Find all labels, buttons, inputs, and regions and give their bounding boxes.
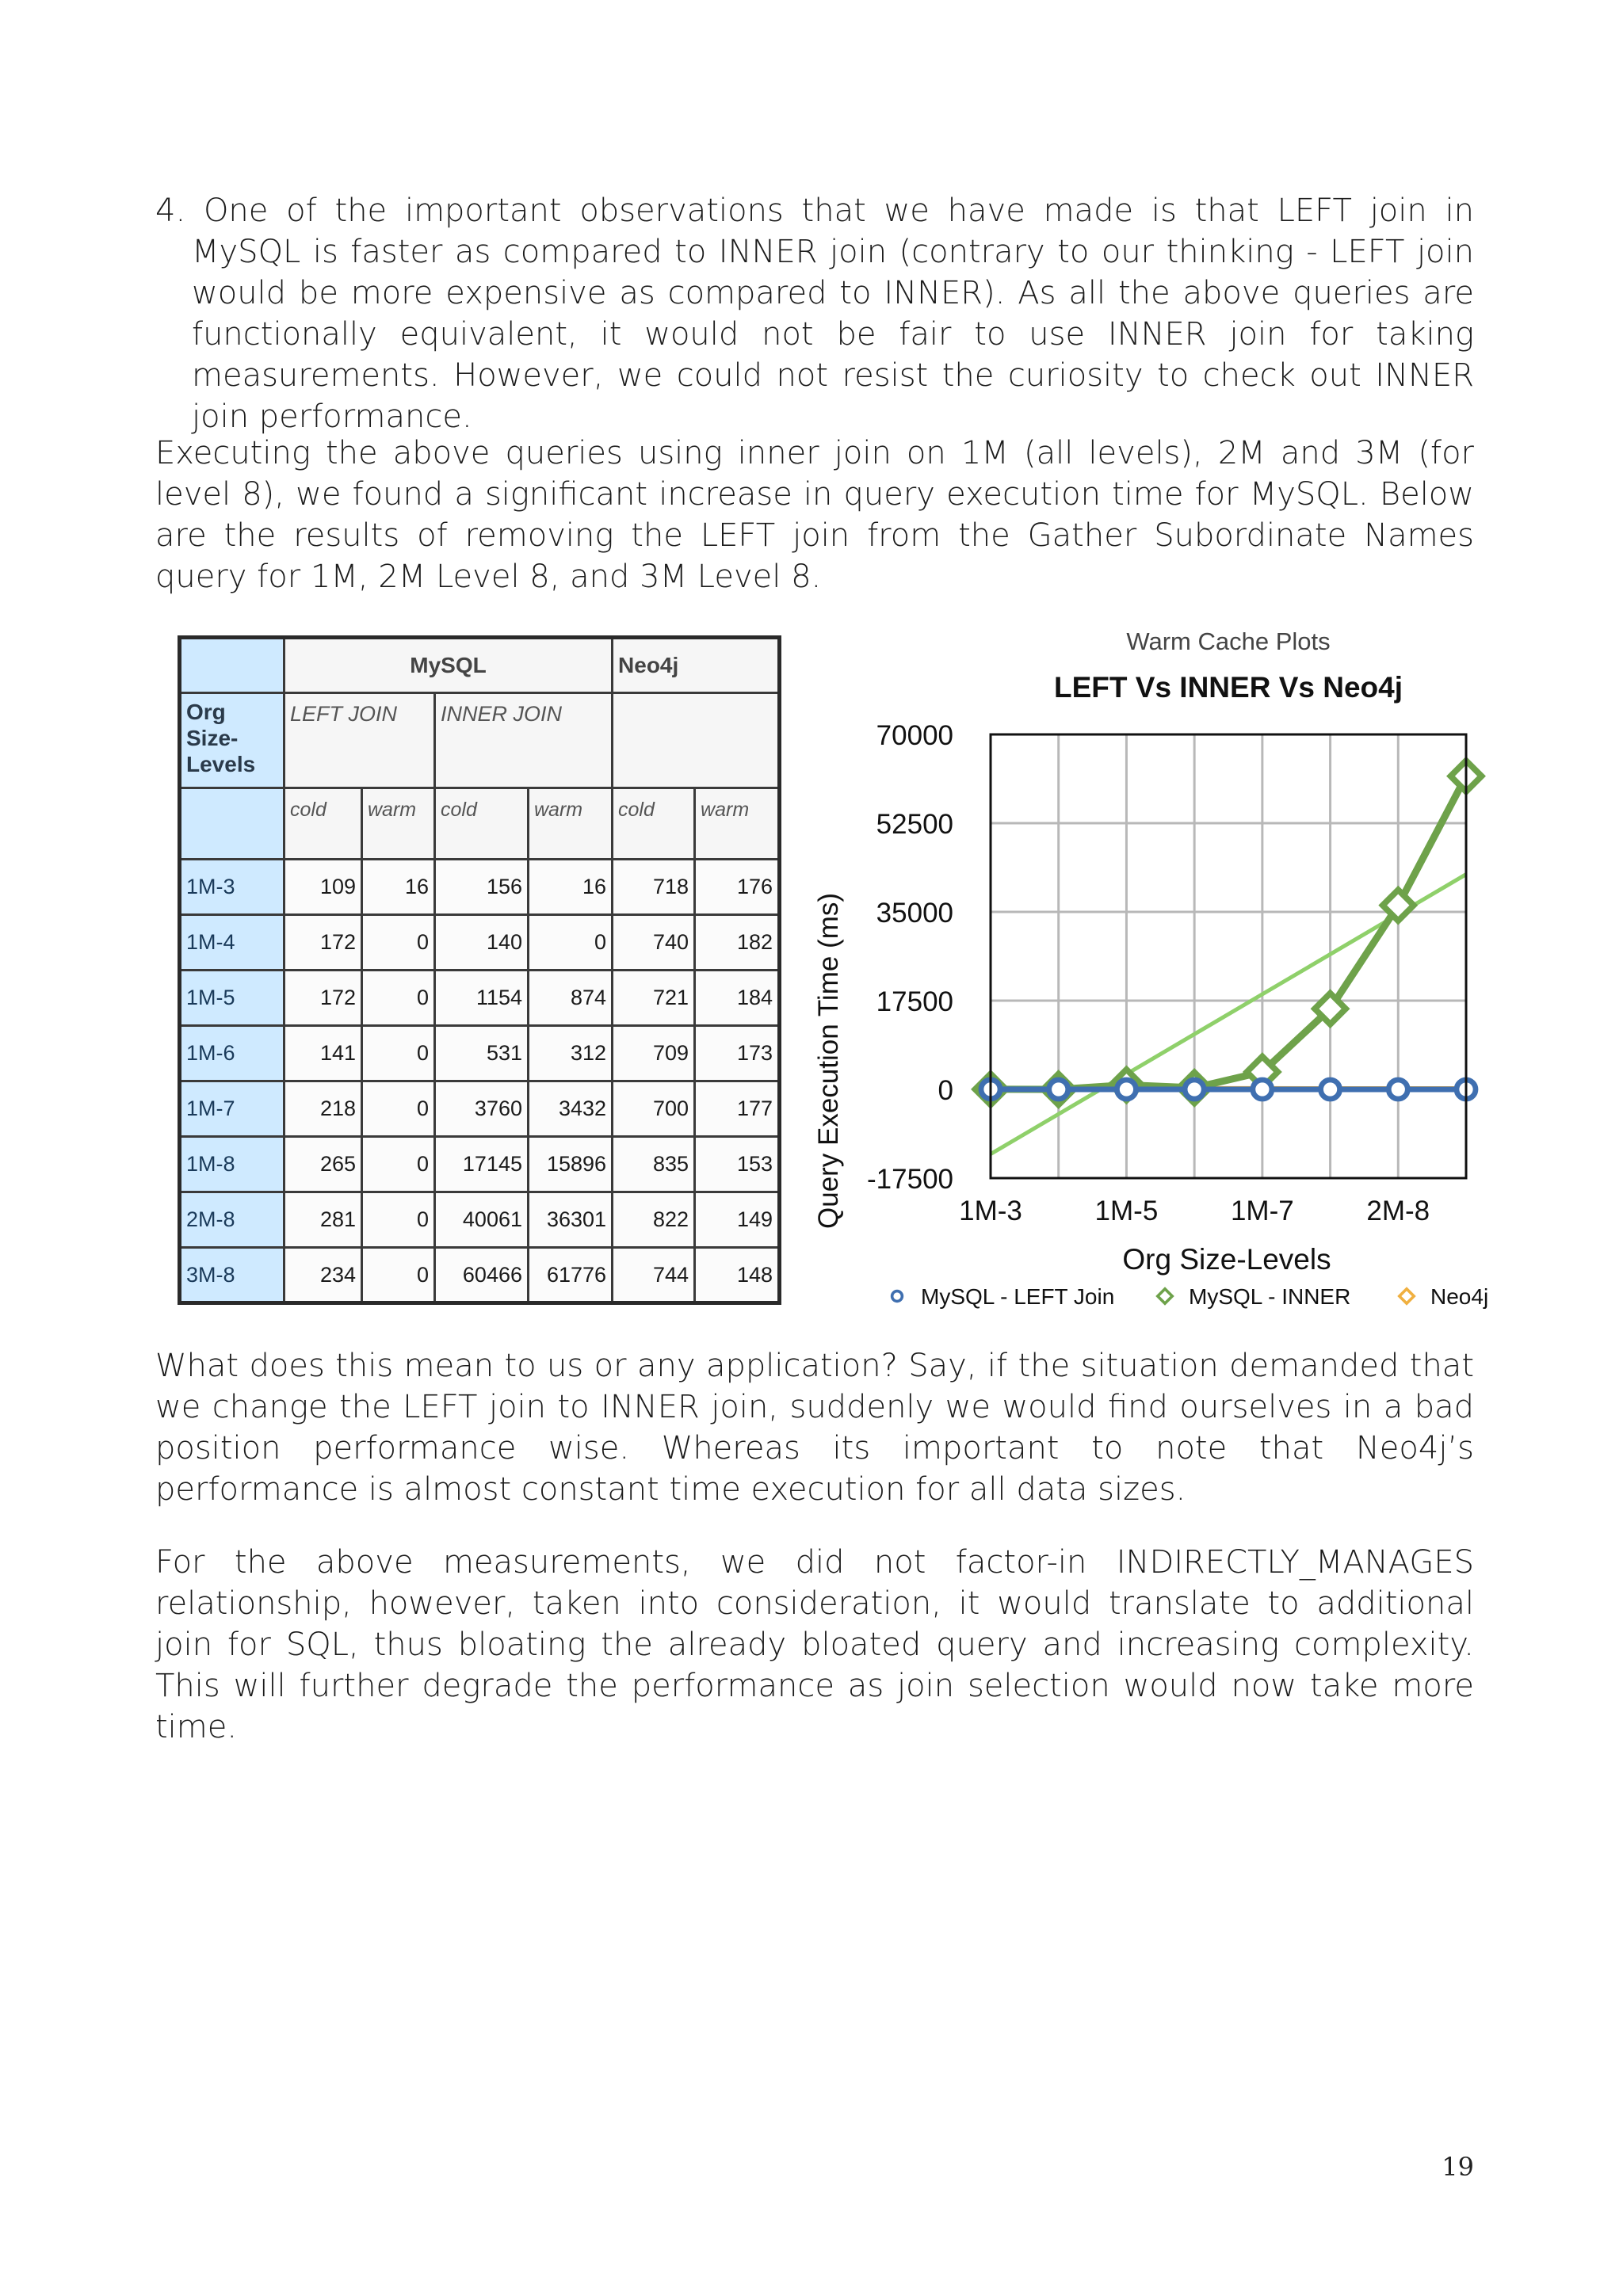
page-number: 19	[1442, 2152, 1474, 2182]
table-cell: 153	[695, 1137, 780, 1192]
table-cell: 721	[613, 971, 695, 1026]
chart-supertitle: Warm Cache Plots	[1126, 627, 1331, 655]
table-cell: 15896	[529, 1137, 613, 1192]
table-row	[180, 1248, 780, 1303]
table-cell: 709	[613, 1026, 695, 1081]
table-cell: 141	[285, 1026, 362, 1081]
table-cell: 3760	[435, 1081, 529, 1137]
table-cell: 184	[695, 971, 780, 1026]
table-cell: 176	[695, 860, 780, 915]
inner-join-header: INNER JOIN	[435, 693, 613, 788]
table-cell: 36301	[529, 1192, 613, 1248]
data-point	[1321, 1080, 1340, 1099]
x-tick-label: 2M-8	[1366, 1196, 1430, 1226]
table-cell: 0	[362, 915, 435, 971]
legend-label: Neo4j	[1430, 1284, 1489, 1309]
data-point	[1388, 1080, 1407, 1099]
row-label: 1M-4	[180, 915, 285, 971]
table-cell: 149	[695, 1192, 780, 1248]
table-cell: 173	[695, 1026, 780, 1081]
y-tick-label: 17500	[876, 986, 953, 1017]
table-cell: 740	[613, 915, 695, 971]
chart-title: LEFT Vs INNER Vs Neo4j	[1054, 671, 1403, 704]
table-cell: 718	[613, 860, 695, 915]
y-tick-label: 52500	[876, 809, 953, 840]
table-cell: 1154	[435, 971, 529, 1026]
row-label: 1M-7	[180, 1081, 285, 1137]
row-label: 1M-5	[180, 971, 285, 1026]
org-size-levels-header: Org Size-Levels	[180, 693, 285, 788]
table-row	[180, 915, 780, 971]
row-label: 3M-8	[180, 1248, 285, 1303]
row-label: 1M-3	[180, 860, 285, 915]
col-header: cold	[613, 788, 695, 860]
row-label: 1M-8	[180, 1137, 285, 1192]
table-cell: 835	[613, 1137, 695, 1192]
y-tick-label: 35000	[876, 898, 953, 929]
col-header: warm	[695, 788, 780, 860]
chart-y-axis-label: Query Execution Time (ms)	[813, 893, 844, 1229]
table-cell: 281	[285, 1192, 362, 1248]
paragraph-inner-join-results: Executing the above queries using inner join on 1M (all levels), 2M and 3M (for level 8), we found a significant increase in query execution time for MySQL. Below are the results of removing the LEFT join from the Gather Subordinate Names query for 1M, 2M Level 8, and 3M Level 8.	[155, 435, 1474, 595]
table-cell: 156	[435, 860, 529, 915]
table-cell: 17145	[435, 1137, 529, 1192]
plot-series	[975, 761, 1481, 1154]
table-cell: 0	[362, 1192, 435, 1248]
table-cell: 140	[435, 915, 529, 971]
data-point	[1117, 1080, 1136, 1099]
table-cell: 265	[285, 1137, 362, 1192]
table-cell: 40061	[435, 1192, 529, 1248]
results-table	[178, 635, 781, 1305]
paragraph-indirectly-manages: For the above measurements, we did not factor-in INDIRECTLY_MANAGES relationship, however, taken into consideration, it would translate to additional join for SQL, thus bloating the already bloated query and increasing complexity. This will further degrade the performance as join selection would now take more time.	[155, 1544, 1474, 1745]
table-row	[180, 971, 780, 1026]
table-cell: 177	[695, 1081, 780, 1137]
table-cell: 182	[695, 915, 780, 971]
legend-marker	[892, 1291, 903, 1302]
x-tick-label: 1M-5	[1094, 1196, 1159, 1226]
table-row	[180, 1137, 780, 1192]
table-row	[180, 860, 780, 915]
y-tick-label: -17500	[867, 1164, 953, 1195]
chart-x-axis-label: Org Size-Levels	[1122, 1243, 1331, 1276]
plot-ticks	[867, 720, 1430, 1226]
table-cell: 0	[362, 1026, 435, 1081]
table-cell: 60466	[435, 1248, 529, 1303]
neo4j-group-header: Neo4j	[613, 638, 780, 693]
table-cell: 822	[613, 1192, 695, 1248]
table-cell: 0	[362, 1248, 435, 1303]
legend-marker	[1400, 1289, 1414, 1303]
chart-legend	[892, 1284, 1489, 1309]
legend-label: MySQL - INNER	[1189, 1284, 1351, 1309]
y-tick-label: 70000	[876, 720, 953, 751]
table-cell: 234	[285, 1248, 362, 1303]
table-cell: 531	[435, 1026, 529, 1081]
row-label: 2M-8	[180, 1192, 285, 1248]
table-cell: 16	[529, 860, 613, 915]
table-cell: 0	[529, 915, 613, 971]
corner-cell	[180, 638, 285, 693]
data-point	[1253, 1080, 1272, 1099]
data-point	[1049, 1080, 1068, 1099]
col-header: cold	[285, 788, 362, 860]
table-cell: 172	[285, 971, 362, 1026]
col-header: cold	[435, 788, 529, 860]
left-join-header: LEFT JOIN	[285, 693, 435, 788]
row-label: 1M-6	[180, 1026, 285, 1081]
table-cell: 744	[613, 1248, 695, 1303]
x-tick-label: 1M-3	[959, 1196, 1022, 1226]
col-header: warm	[529, 788, 613, 860]
warm-cache-chart	[792, 618, 1506, 1331]
table-cell: 218	[285, 1081, 362, 1137]
table-cell: 0	[362, 1137, 435, 1192]
neo4j-subheader-empty	[613, 693, 780, 788]
paragraph-application-impact: What does this mean to us or any application? Say, if the situation demanded that we change the LEFT join to INNER join, suddenly we would find ourselves in a bad position performance wise. Whereas its important to note that Neo4j’s performance is almost constant time execution for all data sizes.	[155, 1348, 1474, 1508]
table-cell: 172	[285, 915, 362, 971]
table-cell: 874	[529, 971, 613, 1026]
table-cell: 16	[362, 860, 435, 915]
table-row	[180, 1081, 780, 1137]
table-cell: 312	[529, 1026, 613, 1081]
table-row	[180, 1192, 780, 1248]
table-cell: 0	[362, 1081, 435, 1137]
table-row	[180, 1026, 780, 1081]
legend-marker	[1158, 1289, 1172, 1303]
table-cell: 700	[613, 1081, 695, 1137]
table-cell: 148	[695, 1248, 780, 1303]
table-cell: 0	[362, 971, 435, 1026]
y-tick-label: 0	[938, 1075, 953, 1106]
list-item-4: 4. One of the important observations that we have made is that LEFT join in MySQL is faster as compared to INNER join (contrary to our thinking - LEFT join would be more expensive as compared to INNER). As all the above queries are functionally equivalent, it would not be fair to use INNER join for taking measurements. However, we could not resist the curiosity to check out INNER join performance.	[155, 193, 1474, 435]
data-point	[1185, 1080, 1204, 1099]
mysql-group-header: MySQL	[285, 638, 613, 693]
legend-label: MySQL - LEFT Join	[921, 1284, 1115, 1309]
table-cell: 61776	[529, 1248, 613, 1303]
table-cell: 109	[285, 860, 362, 915]
row-label-header-empty	[180, 788, 285, 860]
x-tick-label: 1M-7	[1230, 1196, 1294, 1226]
col-header: warm	[362, 788, 435, 860]
table-cell: 3432	[529, 1081, 613, 1137]
